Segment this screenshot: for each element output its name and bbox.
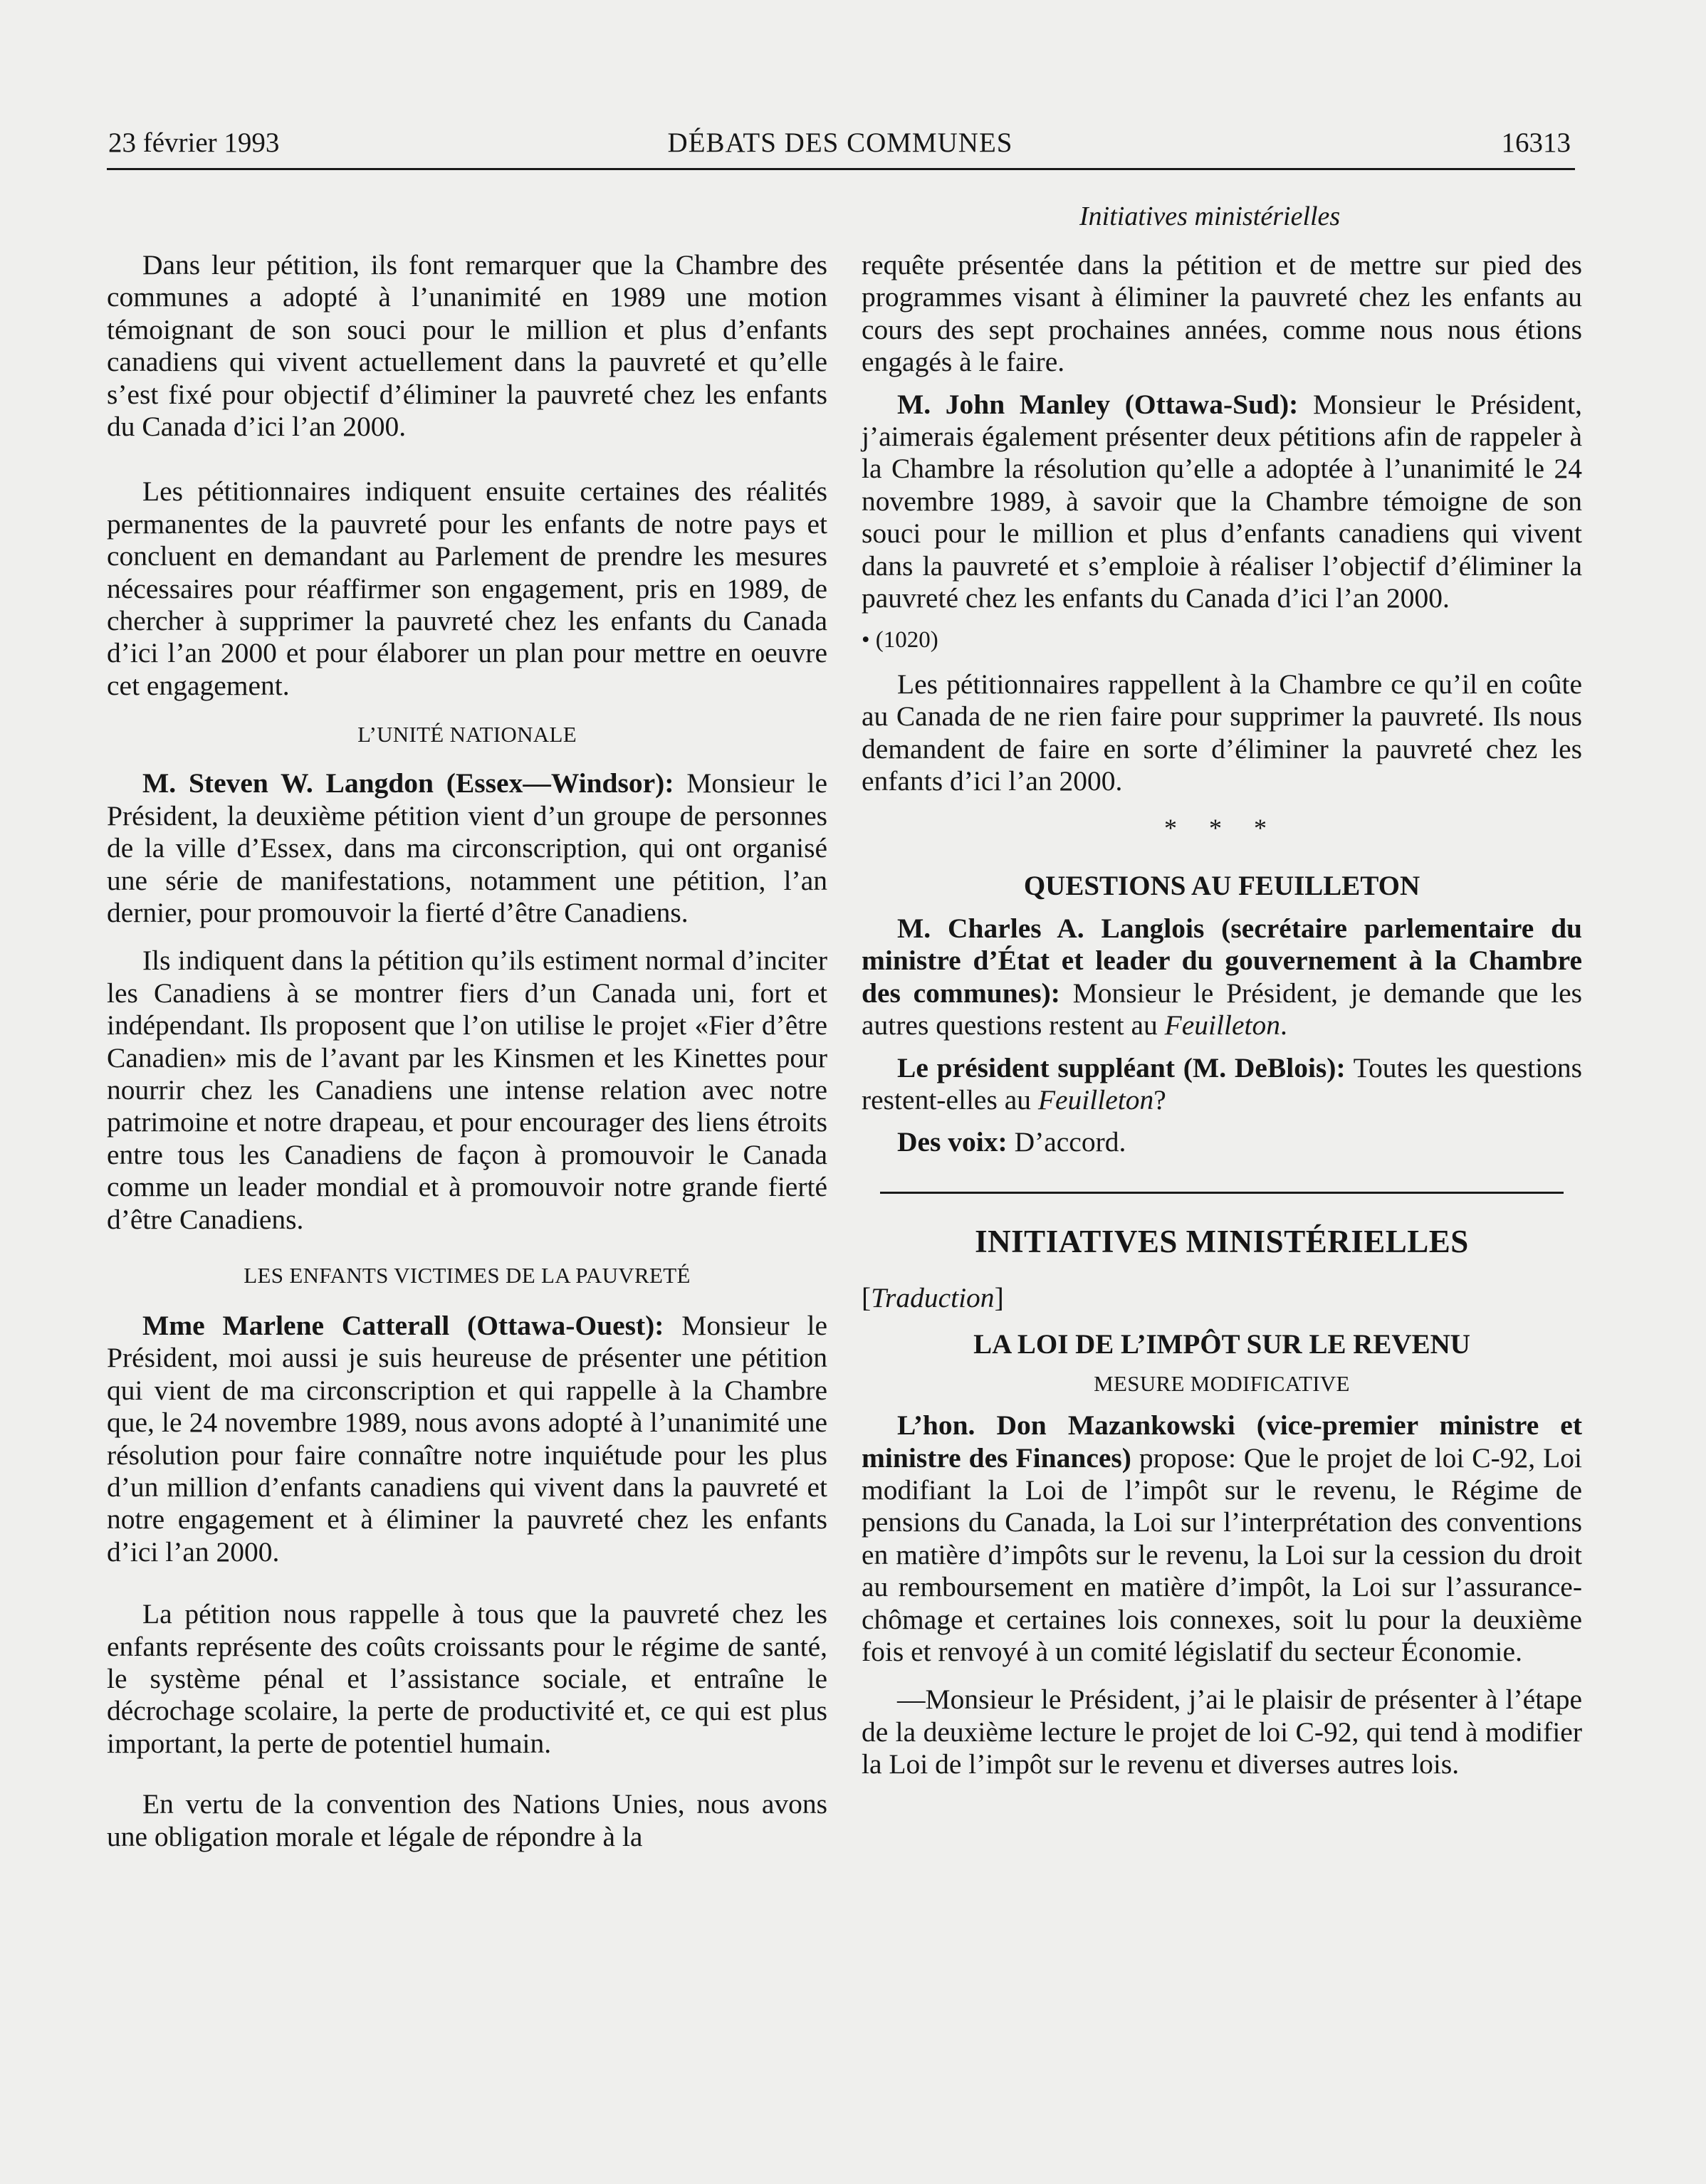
header-rule	[107, 168, 1575, 170]
speaker-name: M. Charles A. Langlois (secrétaire parlementaire du ministre d’État et leader du gouvernement à la Chambre des communes):	[862, 912, 1582, 1009]
speaker-name: M. Steven W. Langdon (Essex—Windsor):	[142, 767, 674, 799]
speaker-name: Le président suppléant (M. DeBlois):	[897, 1051, 1346, 1083]
speech-text: Monsieur le Président, moi aussi je suis heureuse de présenter une pétition qui vient de ma circonscription et qui rappelle à la Chambre que, le 24 novembre 1989, nous avons adopté à l’unanimité une résolution pour faire connaître notre inquiétude pour les plus d’un million d’enfants canadiens qui vivent dans la pauvreté et notre engagement et à éliminer la pauvreté chez les enfants d’ici l’an 2000.	[107, 1309, 827, 1568]
header-title: DÉBATS DES COMMUNES	[667, 127, 1013, 158]
paragraph	[862, 913, 1582, 1042]
translation-note: [Traduction]	[862, 1281, 1004, 1313]
paragraph: requête présentée dans la pétition et de mettre sur pied des programmes visant à éliminer la pauvreté chez les enfants au cours des sept prochaines années, comme nous nous étions engagés à le faire.	[862, 249, 1582, 378]
paragraph	[862, 1409, 1582, 1668]
italic-term: Feuilleton	[1164, 1009, 1280, 1041]
punctuation: ?	[1153, 1083, 1166, 1115]
speaker-name: Mme Marlene Catterall (Ottawa-Ouest):	[142, 1309, 664, 1341]
speech-text: Monsieur le Président, j’aimerais également présenter deux pétitions afin de rappeler à la Chambre la résolution qu’elle a adoptée à l’unanimité le 24 novembre 1989, à savoir que la Chambre témoigne de son souci pour le million et plus d’enfants canadiens qui vivent dans la pauvreté et s’emploie à réaliser l’objectif d’éliminer la pauvreté chez les enfants du Canada d’ici l’an 2000.	[862, 388, 1582, 614]
heading-loi-impot: LA LOI DE L’IMPÔT SUR LE REVENU	[973, 1329, 1470, 1360]
translation-label: Traduction	[871, 1281, 995, 1313]
timestamp: • (1020)	[862, 627, 938, 653]
speech-text: Monsieur le Président, la deuxième pétition vient d’un groupe de personnes de la ville d’Essex, dans ma circonscription, qui ont organisé une série de manifestations, notamment une pétition, l’an dernier, pour promouvoir la fierté d’être Canadiens.	[107, 767, 827, 928]
speech-text: D’accord.	[1007, 1126, 1126, 1158]
speaker-name: M. John Manley (Ottawa-Sud):	[897, 388, 1299, 420]
heading-questions-feuilleton: QUESTIONS AU FEUILLETON	[1023, 870, 1420, 901]
running-title: Initiatives ministérielles	[1079, 201, 1341, 231]
paragraph	[862, 1126, 1582, 1158]
paragraph: Dans leur pétition, ils font remarquer que la Chambre des communes a adopté à l’unanimité en 1989 une motion témoignant de son souci pour le million et plus d’enfants canadiens qui vivent actuellement dans la pauvreté et qu’elle s’est fixé pour objectif d’éliminer la pauvreté chez les enfants du Canada d’ici l’an 2000.	[107, 249, 827, 443]
subheading-mesure-modificative: MESURE MODIFICATIVE	[1094, 1371, 1350, 1397]
paragraph	[107, 1310, 827, 1568]
paragraph: La pétition nous rappelle à tous que la pauvreté chez les enfants représente des coûts croissants pour le régime de santé, le système pénal et l’assistance sociale, et entraîne le décrochage scolaire, la perte de productivité et, ce qui est plus important, la perte de potentiel humain.	[107, 1598, 827, 1759]
paragraph: Les pétitionnaires rappellent à la Chambre ce qu’il en coûte au Canada de ne rien faire pour supprimer la pauvreté. Ils nous demandent de faire en sorte d’éliminer la pauvreté chez les enfants d’ici l’an 2000.	[862, 668, 1582, 797]
section-heading-unite-nationale: L’UNITÉ NATIONALE	[357, 722, 577, 747]
section-heading-enfants: LES ENFANTS VICTIMES DE LA PAUVRETÉ	[244, 1262, 691, 1288]
header-page-number: 16313	[1501, 127, 1571, 158]
paragraph	[107, 767, 827, 929]
paragraph	[862, 389, 1582, 615]
speech-text: propose: Que le projet de loi C-92, Loi modifiant la Loi de l’impôt sur le revenu, le Régime de pensions du Canada, la Loi sur l’interprétation des conventions en matière d’impôts sur le revenu, la Loi sur la cession du droit au remboursement en matière d’impôt, la Loi sur l’assurance-chômage et certaines lois connexes, soit lu pour la deuxième fois et renvoyé à un comité législatif du secteur Économie.	[862, 1442, 1582, 1667]
page-header	[107, 125, 1574, 169]
speaker-name: L’hon. Don Mazankowski (vice-premier ministre et ministre des Finances)	[862, 1409, 1582, 1474]
speaker-name: Des voix:	[897, 1126, 1008, 1158]
italic-term: Feuilleton	[1037, 1083, 1154, 1115]
paragraph	[862, 1052, 1582, 1117]
speech-text: Toutes les questions restent-elles au	[862, 1051, 1583, 1115]
speech-text: Monsieur le Président, je demande que les autres questions restent au	[862, 977, 1582, 1041]
heading-initiatives-ministerielles: INITIATIVES MINISTÉRIELLES	[975, 1223, 1469, 1259]
right-column	[862, 249, 1582, 1781]
punctuation: .	[1280, 1009, 1287, 1041]
paragraph: Les pétitionnaires indiquent ensuite certaines des réalités permanentes de la pauvreté pour les enfants de notre pays et concluent en demandant au Parlement de prendre les mesures nécessaires pour réaffirmer son engagement, pris en 1989, de chercher à supprimer la pauvreté chez les enfants du Canada d’ici l’an 2000 et pour élaborer un plan pour mettre en oeuvre cet engagement.	[107, 476, 827, 701]
paragraph: En vertu de la convention des Nations Unies, nous avons une obligation morale et légale de répondre à la	[107, 1788, 827, 1852]
paragraph: —Monsieur le Président, j’ai le plaisir de présenter à l’étape de la deuxième lecture le projet de loi C-92, qui tend à modifier la Loi de l’impôt sur le revenu et diverses autres lois.	[862, 1684, 1582, 1780]
section-separator-stars: * * *	[1164, 813, 1280, 842]
header-date: 23 février 1993	[108, 127, 280, 158]
left-column	[107, 249, 827, 1853]
paragraph: Ils indiquent dans la pétition qu’ils estiment normal d’inciter les Canadiens à se montrer fiers d’un Canada uni, fort et indépendant. Ils proposent que l’on utilise le projet «Fier d’être Canadien» mis de l’avant par les Kinsmen et les Kinettes pour nourrir chez les Canadiens une intense relation avec notre patrimoine et notre drapeau, et pour encourager des liens étroits entre tous les Canadiens de façon à promouvoir le Canada comme un leader mondial et à promouvoir notre grande fierté d’être Canadiens.	[107, 945, 827, 1235]
